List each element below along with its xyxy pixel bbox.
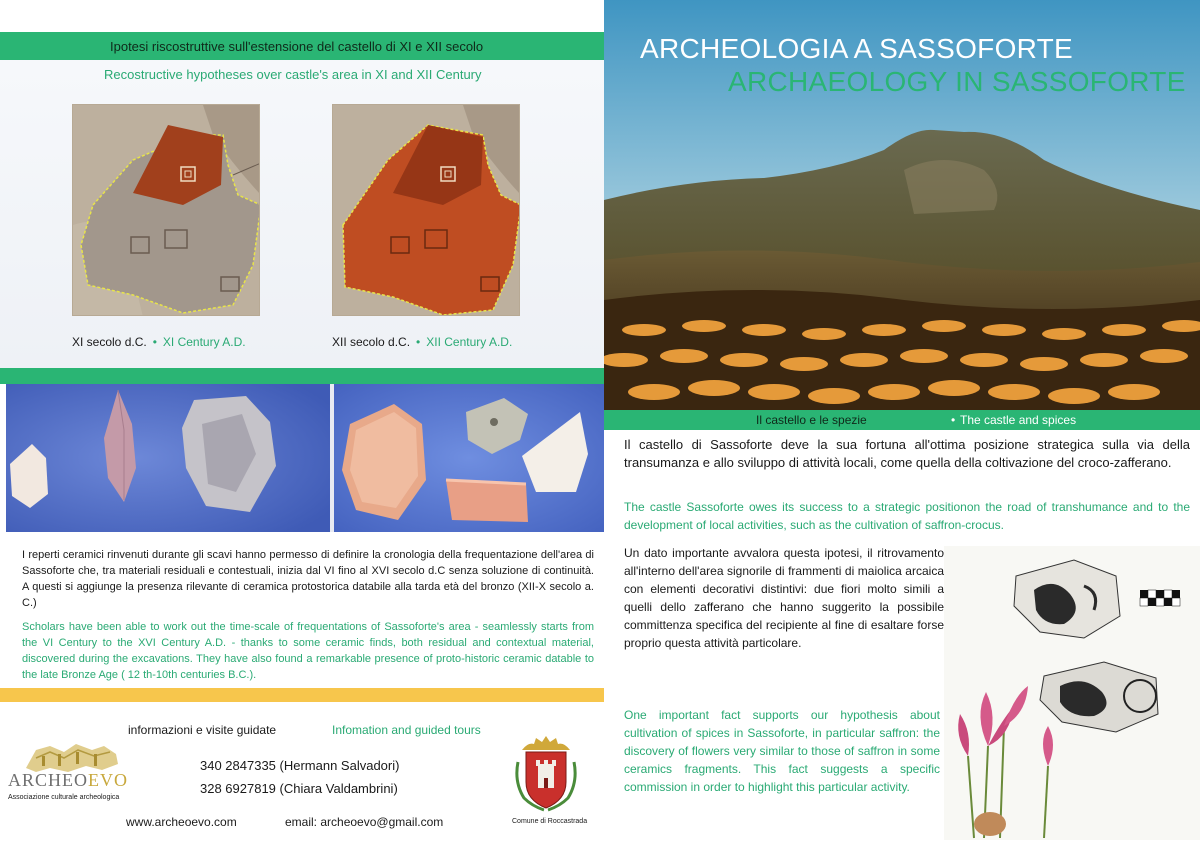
reconstruction-title-bar bbox=[0, 32, 604, 60]
castle-description-it: Il castello di Sassoforte deve la sua fortuna all'ottima posizione strategica sulla via della transumanza e allo sviluppo di attività locali, come quella della coltivazione del croco-zafferano. bbox=[624, 437, 1190, 470]
roccastrada-crest-label: Comune di Roccastrada bbox=[512, 818, 588, 825]
sassoforte-landscape-photo bbox=[604, 0, 1200, 410]
info-divider-bar bbox=[0, 688, 604, 702]
finds-description-en: Scholars have been able to work out the time-scale of frequentations of Sassoforte's area - seamlessly starts from the VI Century to the XVI Century A.D. - thanks to some ceramic finds, both residual and contextual material, discovered during the excavations. They have also found a remarkable presence of proto-historic ceramic datable to the late Bronze Age ( 12 th-10th centuries B.C.). bbox=[22, 621, 594, 681]
scale-bar-icon bbox=[1140, 590, 1180, 606]
top-strip bbox=[0, 0, 604, 32]
map-xii-caption-it: XII secolo d.C. bbox=[332, 335, 411, 349]
castle-description-en: The castle Sassoforte owes its success to a strategic positionon the road of transhumance and to the development of local activities, such as the cultivation of saffron-crocus. bbox=[624, 500, 1190, 532]
info-title-it: informazioni e visite guidate bbox=[128, 723, 277, 737]
map-xii-caption-separator: • bbox=[416, 335, 421, 349]
saffron-ceramics-illustration bbox=[944, 546, 1200, 840]
castle-spices-title-en: The castle and spices bbox=[960, 413, 1077, 427]
map-xi-caption-en: XI Century A.D. bbox=[162, 335, 246, 349]
main-title-en: ARCHAEOLOGY IN SASSOFORTE bbox=[728, 66, 1186, 97]
archeoevo-association-label: Associazione culturale archeologica bbox=[8, 794, 120, 801]
archeoevo-logo-text bbox=[8, 770, 128, 791]
reconstruction-title-en: Recostructive hypotheses over castle's area in XI and XII Century bbox=[104, 67, 482, 82]
info-title-en: Infomation and guided tours bbox=[332, 723, 481, 737]
map-xii-caption-en: XII Century A.D. bbox=[426, 335, 513, 349]
logo-name-evo: EVO bbox=[88, 770, 129, 790]
finds-description-it: I reperti ceramici rinvenuti durante gli scavi hanno permesso di definire la cronologia della frequentazione dell'area di Sassoforte che, tra materiali residuali e contestuali, inizia dal VI fino al XVI secolo d.C senza soluzione di continuità. A questi si aggiunge la presenza rilevante di ceramica protostorica databile alla tarda età del bronzo (XII-X secolo a. C.) bbox=[22, 549, 594, 609]
website-link[interactable]: www.archeoevo.com bbox=[126, 815, 237, 829]
ceramic-finds-photo bbox=[6, 384, 604, 532]
map-xii-caption bbox=[332, 335, 512, 349]
castle-spices-separator: • bbox=[951, 413, 956, 427]
reconstruction-title-it: Ipotesi riscostruttive sull'estensione del castello di XI e XII secolo bbox=[110, 39, 484, 54]
finds-photo-divider bbox=[330, 384, 334, 532]
map-xii-century bbox=[332, 104, 520, 316]
castle-spices-title-it: Il castello e le spezie bbox=[756, 413, 867, 427]
phone-contact-1[interactable]: 340 2847335 (Hermann Salvadori) bbox=[200, 758, 400, 773]
saffron-description-en: One important fact supports our hypothesis about cultivation of spices in Sassoforte, in particular saffron: the discovery of flowers very similar to those of saffron in some ceramics fragments. This fact suggests a specific commission in order to highlight this particular activity. bbox=[624, 708, 940, 794]
castle-spices-bar bbox=[604, 410, 1200, 430]
main-title-it: ARCHEOLOGIA A SASSOFORTE bbox=[640, 33, 1074, 64]
email-link[interactable]: email: archeoevo@gmail.com bbox=[285, 815, 444, 829]
saffron-description-it: Un dato importante avvalora questa ipotesi, il ritrovamento all'interno dell'area signorile di frammenti di maiolica arcaica con elementi decorativi distintivi: due fiori molto simili a quelli dello zafferano che hanno suggerito la possibile committenza specifica del recipiente al fine di esaltare forse proprio questa attività particolare. bbox=[624, 546, 944, 650]
roccastrada-crest-icon bbox=[514, 732, 578, 812]
right-panel bbox=[604, 0, 1200, 849]
phone-contact-2[interactable]: 328 6927819 (Chiara Valdambrini) bbox=[200, 781, 398, 796]
logo-name-archeo: ARCHEO bbox=[8, 770, 89, 790]
map-xi-century bbox=[72, 104, 260, 316]
map-xi-caption-it: XI secolo d.C. bbox=[72, 335, 147, 349]
map-xi-caption bbox=[72, 335, 246, 349]
finds-top-bar bbox=[0, 368, 604, 384]
map-xi-caption-separator: • bbox=[152, 335, 157, 349]
